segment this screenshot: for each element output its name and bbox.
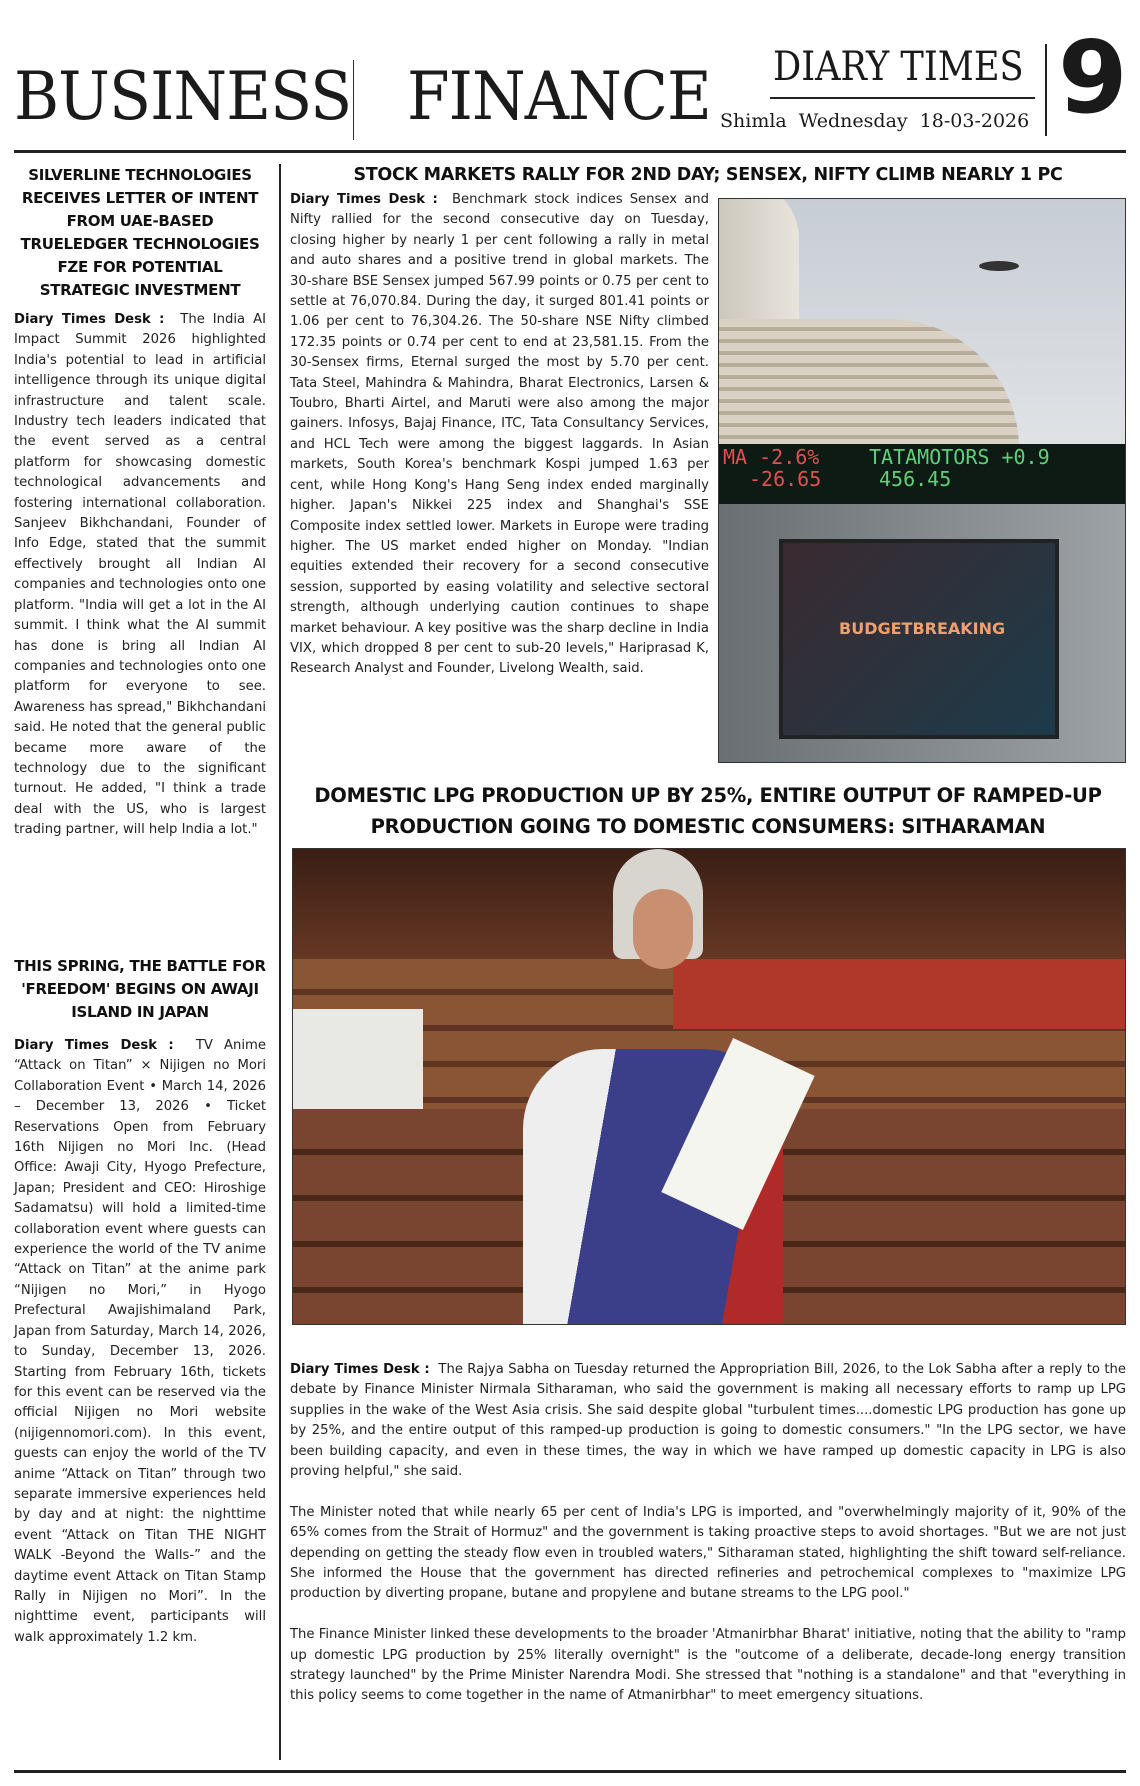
ticker-text: -26.65 xyxy=(749,467,822,491)
column-divider xyxy=(279,164,281,1760)
ticker-text: MA -2.6% xyxy=(723,445,820,469)
sitharaman-parliament-photo xyxy=(292,848,1126,1325)
article-lpg xyxy=(290,1360,1126,1727)
byline: Diary Times Desk : xyxy=(290,192,438,207)
headline-stock-markets: STOCK MARKETS RALLY FOR 2ND DAY; SENSEX, NIFTY CLIMB NEARLY 1 PC xyxy=(353,165,1063,185)
header-rule xyxy=(14,150,1126,153)
screen-text: BUDGETBREAKING xyxy=(839,619,1006,638)
article-body: Benchmark stock indices Sensex and Nifty rallied for the second consecutive day on Tuesday, closing higher by nearly 1 per cent following a rally in metal and auto shares and a positive trend in global markets. The 30-share BSE Sensex jumped 567.99 points or 0.75 per cent to settle at 76,070.84. During the day, it surged 801.41 points or 1.06 per cent to 76,304.26. The 50-share NSE Nifty climbed 172.35 points or 0.74 per cent to end at 23,581.15. From the 30-Sensex firms, Eternal surged the most by 5.70 per cent. Tata Steel, Mahindra & Mahindra, Bharat Electronics, Larsen & Toubro, Bharti Airtel, and Maruti were also among the major gainers. Infosys, Bajaj Finance, ITC, Tata Consultancy Services, and HCL Tech were among the biggest laggards. In Asian markets, South Korea's benchmark Kospi jumped 1.63 per cent, while Hong Kong's Hang Seng index ended marginally higher. Japan's Nikkei 225 index and Shanghai's SSE Composite index settled lower. Markets in Europe were trading higher. The US market ended higher on Monday. "Indian equities extended their recovery for a second consecutive session, supported by easing volatility and selective sectoral strength, although underlying caution continues to shape market behaviour. A key positive was the sharp decline in India VIX, which dropped 8 per cent to sub-20 levels," Hariprasad K, Research Analyst and Founder, Livelong Wealth, said. xyxy=(290,192,709,677)
article-awaji xyxy=(14,1036,266,1648)
paper-name: DIARY TIMES xyxy=(773,44,1024,90)
article-body: TV Anime “Attack on Titan” × Nijigen no Mori Collaboration Event • March 14, 2026 – December 13, 2026 • Ticket Reservations Open from February 16th Nijigen no Mori Inc. (Head Office: Awaji City, Hyogo Prefecture, Japan; President and CEO: Hiroshige Sadamatsu) will hold a limited-time collaboration event where guests can experience the world of the TV anime “Attack on Titan” at the anime park “Nijigen no Mori,” in Hyogo Prefectural Awajishimaland Park, Japan from Saturday, March 14, 2026, to Sunday, December 13, 2026. Starting from February 16th, tickets for this event can be reserved via the official Nijigen no Mori website (nijigennomori.com). In this event, guests can enjoy the world of the TV anime “Attack on Titan” through two separate immersive experiences held by day and at night: the nighttime event “Attack on Titan THE NIGHT WALK -Beyond the Walls-” and the daytime event Attack on Titan Stamp Rally in Nijigen no Mori”. In the nighttime event, participants will walk approximately 1.2 km. xyxy=(14,1038,266,1645)
article-paragraph: The Minister noted that while nearly 65 per cent of India's LPG is imported, and "overwhelmingly majority of it, 90% of the 65% comes from the Strait of Hormuz" and the government is taking proactive steps to avoid shortages. "But we are not just depending on getting the steady flow even in troubled waters," Sitharaman stated, highlighting the shift toward self-reliance. She informed the House that the government has directed refineries and petrochemical complexes to "maximize LPG production by diverting propane, butane and propylene and butane streams to the LPG pool." xyxy=(290,1504,1126,1602)
article-body: The India AI Impact Summit 2026 highlighted India's potential to lead in artificial intelligence through its unique digital infrastructure and talent scale. Industry tech leaders indicated that the event served as a central platform for showcasing domestic technological advancements and fostering international collaboration. Sanjeev Bikhchandani, Founder of Info Edge, stated that the summit effectively brought all Indian AI companies and technologies onto one platform. "India will get a lot in the AI summit. I think what the AI summit has done is bring all Indian AI companies and technologies onto one platform for everyone to see. Awareness has spread," Bikhchandani said. He noted that the general public became more aware of the technology due to the significant turnout. He added, "I think a trade deal with the US, who is largest trading partner, will help India a lot." xyxy=(14,312,267,838)
headline-lpg: DOMESTIC LPG PRODUCTION UP BY 25%, ENTIRE OUTPUT OF RAMPED-UP PRODUCTION GOING TO DOMESTIC CONSUMERS: SITHARAMAN xyxy=(314,784,1102,838)
byline: Diary Times Desk : xyxy=(14,1038,174,1053)
article-stock-markets xyxy=(290,190,709,680)
byline: Diary Times Desk : xyxy=(290,1362,430,1377)
section-finance: FINANCE xyxy=(407,58,711,135)
bse-building-photo xyxy=(718,198,1126,763)
article-paragraph: The Finance Minister linked these developments to the broader 'Atmanirbhar Bharat' initiative, noting that the ability to "ramp up domestic LPG production by 25% literally overnight" is the "outcome of a deliberate, decade-long energy transition strategy launched" by the Prime Minister Narendra Modi. She stressed that "nothing is a standalone" and that "everything in this policy seems to come together in the name of Atmanirbhar" to meet emergency situations. xyxy=(290,1627,1126,1704)
dateline: Shimla Wednesday 18-03-2026 xyxy=(720,110,1030,132)
page-number: 9 xyxy=(1058,19,1128,136)
section-business: BUSINESS xyxy=(14,58,352,135)
section-title xyxy=(14,58,711,135)
ticker-text: TATAMOTORS +0.9 xyxy=(869,445,1050,469)
masthead-divider xyxy=(353,60,354,140)
page-number-divider xyxy=(1045,44,1047,136)
article-body: The Rajya Sabha on Tuesday returned the Appropriation Bill, 2026, to the Lok Sabha after a reply to the debate by Finance Minister Nirmala Sitharaman, who said the government is making all necessary efforts to ramp up LPG supplies in the wake of the West Asia crisis. She said despite global "turbulent times....domestic LPG production has gone up by 25%, and the entire output of this ramped-up production is going to domestic consumers." "In the LPG sector, we have been building capacity, and even in these times, the way in which we have ramped up domestic capacity in LPG is also proving helpful," she said. xyxy=(290,1362,1126,1480)
ticker-text: 456.45 xyxy=(879,467,952,491)
footer-rule xyxy=(14,1770,1126,1773)
article-paragraph xyxy=(290,1360,1126,1482)
headline-awaji: THIS SPRING, THE BATTLE FOR 'FREEDOM' BEGINS ON AWAJI ISLAND IN JAPAN xyxy=(14,957,266,1021)
headline-silverline: SILVERLINE TECHNOLOGIES RECEIVES LETTER OF INTENT FROM UAE-BASED TRUELEDGER TECHNOLOGIES FZE FOR POTENTIAL STRATEGIC INVESTMENT xyxy=(20,166,260,299)
byline: Diary Times Desk : xyxy=(14,312,165,327)
paper-name-rule xyxy=(770,97,1035,99)
article-silverline xyxy=(14,310,266,841)
